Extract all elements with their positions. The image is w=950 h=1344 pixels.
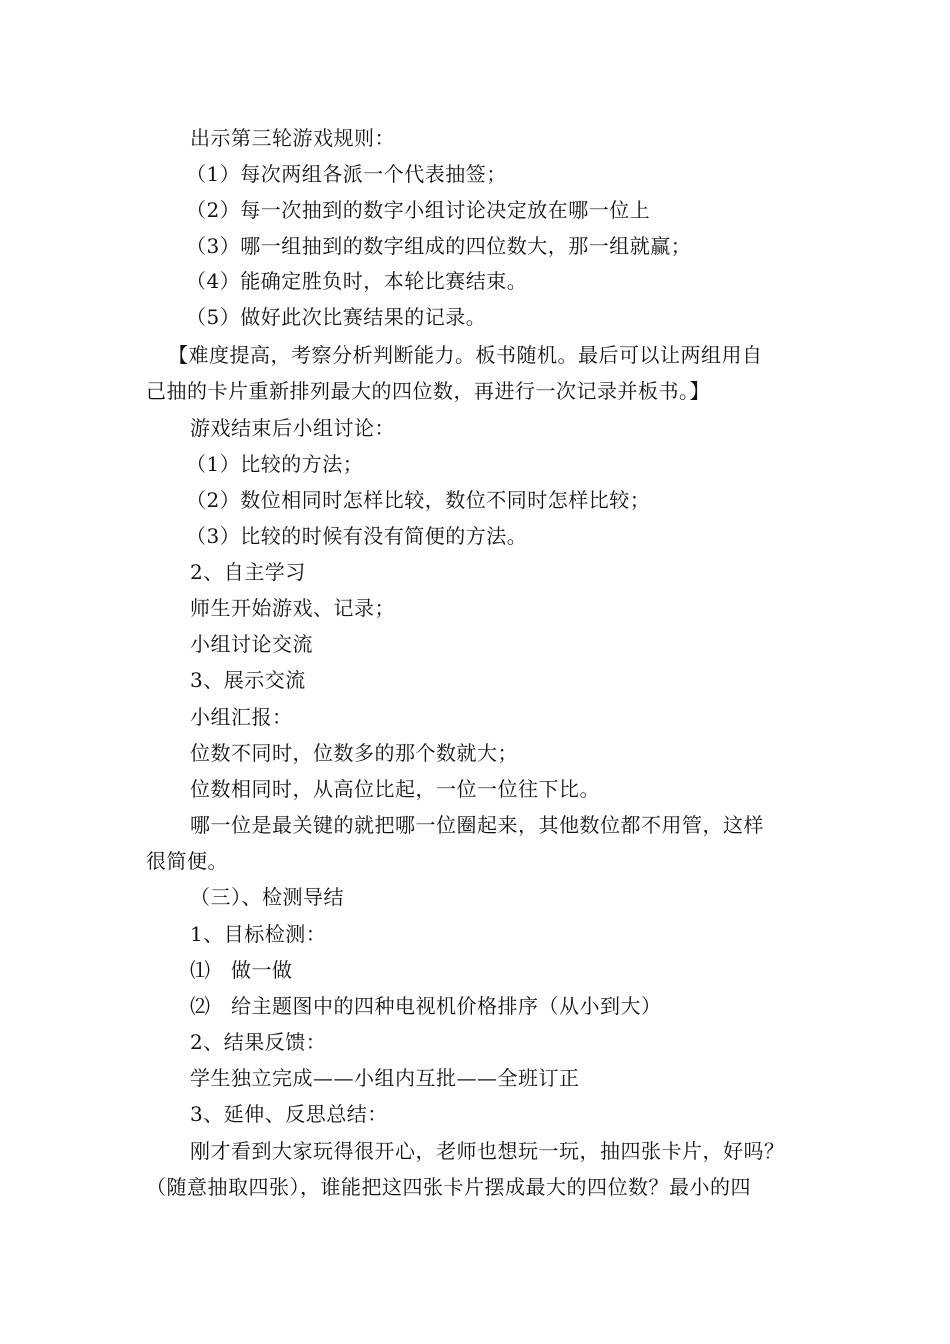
text-line: 小组汇报： — [190, 705, 293, 729]
text-line: 很简便。 — [146, 849, 228, 873]
text-line: （2）每一次抽到的数字小组讨论决定放在哪一位上 — [186, 198, 651, 222]
text-line: 【难度提高，考察分析判断能力。板书随机。最后可以让两组用自 — [168, 343, 763, 367]
text-line: 位数不同时，位数多的那个数就大； — [190, 741, 518, 765]
text-line: 刚才看到大家玩得很开心，老师也想玩一玩，抽四张卡片，好吗？ — [190, 1139, 785, 1163]
text-line: （5）做好此次比赛结果的记录。 — [186, 305, 487, 329]
text-line: （1）比较的方法； — [186, 452, 364, 476]
text-line: 己抽的卡片重新排列最大的四位数，再进行一次记录并板书。】 — [146, 379, 710, 403]
text-line: ⑴ 做一做 — [190, 958, 293, 982]
text-line: （3）比较的时候有没有简便的方法。 — [186, 524, 528, 548]
text-line: 3、展示交流 — [190, 668, 306, 692]
text-line: 1、目标检测： — [190, 922, 327, 946]
text-line: （1）每次两组各派一个代表抽签； — [186, 162, 507, 186]
text-line: （三）、检测导结 — [190, 885, 344, 909]
text-line: （3）哪一组抽到的数字组成的四位数大，那一组就赢； — [186, 234, 692, 258]
text-line: 小组讨论交流 — [190, 632, 313, 656]
text-line: 哪一位是最关键的就把哪一位圈起来，其他数位都不用管，这样 — [190, 813, 764, 837]
text-line: 学生独立完成——小组内互批——全班订正 — [190, 1066, 580, 1090]
text-line: 游戏结束后小组讨论： — [190, 416, 395, 440]
text-line: （随意抽取四张），谁能把这四张卡片摆成最大的四位数？最小的四 — [146, 1175, 751, 1199]
text-line: 3、延伸、反思总结： — [190, 1102, 388, 1126]
text-line: 2、结果反馈： — [190, 1030, 327, 1054]
text-line: 2、自主学习 — [190, 560, 306, 584]
text-line: （2）数位相同时怎样比较，数位不同时怎样比较； — [186, 488, 651, 512]
text-line: ⑵ 给主题图中的四种电视机价格排序（从小到大） — [190, 994, 662, 1018]
text-line: （4）能确定胜负时，本轮比赛结束。 — [186, 269, 528, 293]
text-line: 出示第三轮游戏规则： — [190, 126, 395, 150]
text-line: 师生开始游戏、记录； — [190, 596, 395, 620]
text-line: 位数相同时，从高位比起，一位一位往下比。 — [190, 777, 600, 801]
